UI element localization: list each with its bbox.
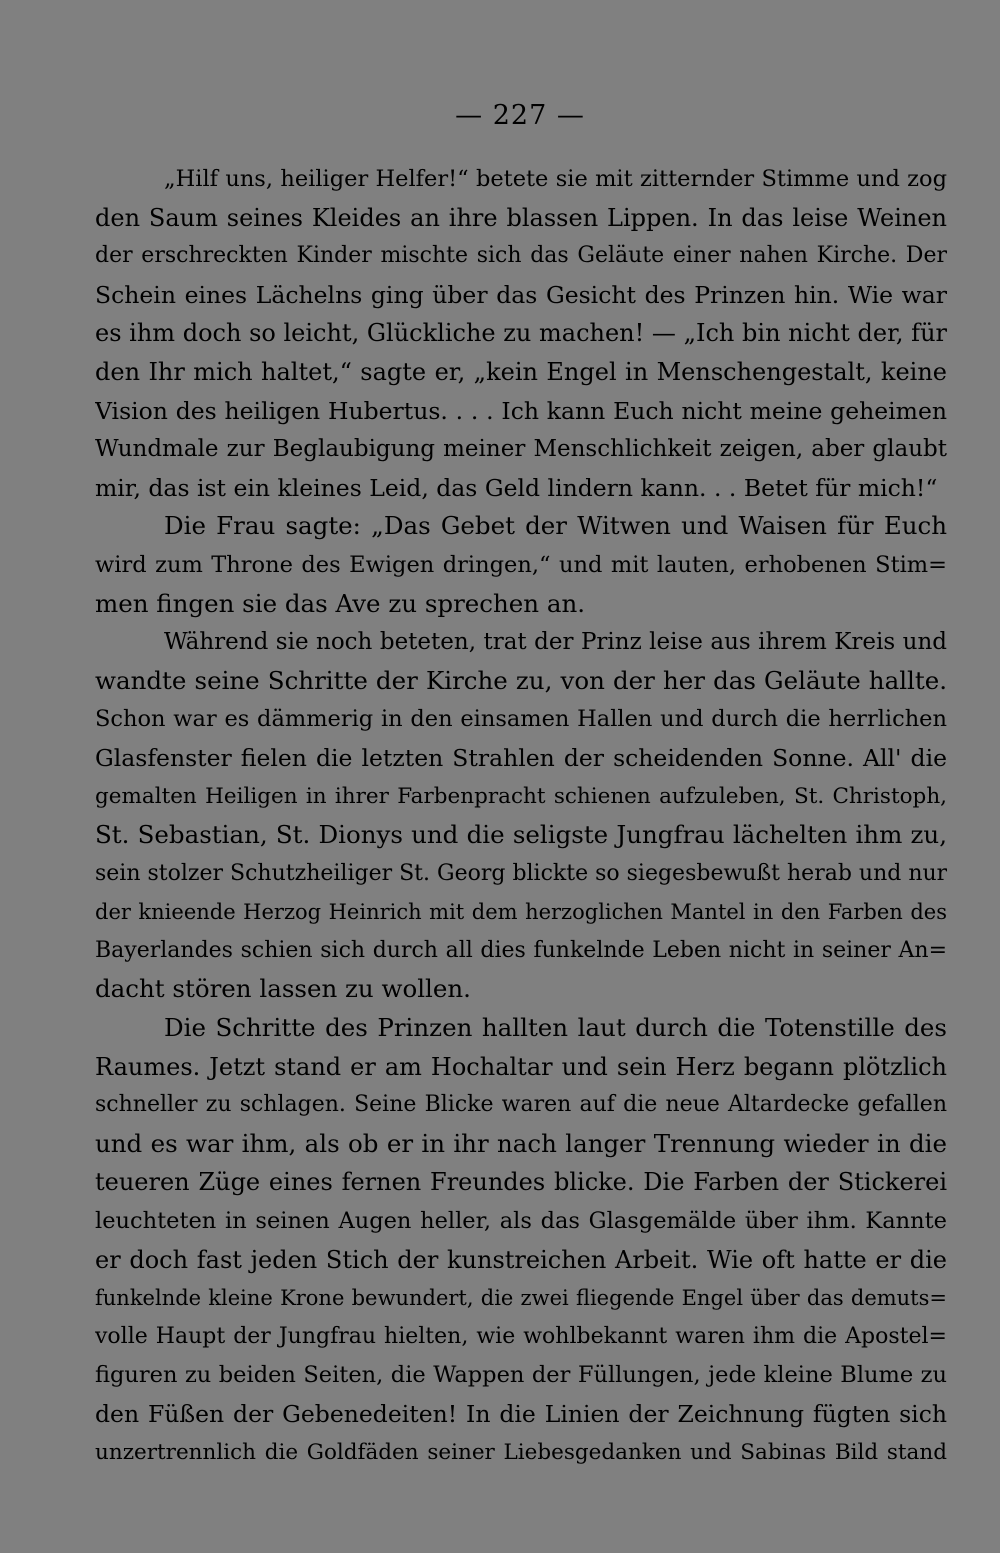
- text-line: es ihm doch so leicht, Glückliche zu machen! — „Ich bin nicht der, für: [95, 319, 947, 348]
- text-line: leuchteten in seinen Augen heller, als das Glasgemälde über ihm. Kannte: [95, 1208, 947, 1235]
- text-line: men fingen sie das Ave zu sprechen an.: [95, 588, 586, 618]
- text-line: unzertrennlich die Goldfäden seiner Liebesgedanken und Sabinas Bild stand: [95, 1439, 947, 1465]
- page-number: — 227 —: [455, 100, 585, 131]
- text-line: wird zum Throne des Ewigen dringen,“ und mit lauten, erhobenen Stim=: [95, 551, 947, 578]
- text-line: und es war ihm, als ob er in ihr nach langer Trennung wieder in die: [95, 1128, 947, 1158]
- text-line: den Ihr mich haltet,“ sagte er, „kein Engel in Menschengestalt, keine: [95, 357, 947, 386]
- text-line: er doch fast jeden Stich der kunstreichen Arbeit. Wie oft hatte er die: [95, 1245, 947, 1274]
- text-line: sein stolzer Schutzheiliger St. Georg blickte so siegesbewußt herab und nur: [95, 860, 947, 886]
- text-line: Vision des heiligen Hubertus. . . . Ich kann Euch nicht meine geheimen: [95, 396, 947, 425]
- body-text: [95, 160, 947, 1472]
- text-line: figuren zu beiden Seiten, die Wappen der Füllungen, jede kleine Blume zu: [95, 1362, 947, 1389]
- text-line: Wundmale zur Beglaubigung meiner Menschlichkeit zeigen, aber glaubt: [95, 436, 947, 463]
- text-line: Schein eines Lächelns ging über das Gesicht des Prinzen hin. Wie war: [95, 280, 947, 309]
- text-line: Während sie noch beteten, trat der Prinz leise aus ihrem Kreis und: [164, 629, 947, 656]
- text-line: Die Frau sagte: „Das Gebet der Witwen und Waisen für Euch: [164, 511, 947, 541]
- text-line: „Hilf uns, heiliger Helfer!“ betete sie mit zitternder Stimme und zog: [164, 166, 947, 192]
- text-line: den Saum seines Kleides an ihre blassen Lippen. In das leise Weinen: [95, 203, 947, 232]
- text-line: teueren Züge eines fernen Freundes blicke. Die Farben der Stickerei: [95, 1168, 947, 1197]
- text-line: den Füßen der Gebenedeiten! In die Linien der Zeichnung fügten sich: [95, 1400, 947, 1428]
- text-line: funkelnde kleine Krone bewundert, die zwei fliegende Engel über das demuts=: [95, 1286, 947, 1311]
- text-line: Glasfenster fielen die letzten Strahlen der scheidenden Sonne. All' die: [95, 743, 947, 772]
- text-line: schneller zu schlagen. Seine Blicke waren auf die neue Altardecke gefallen: [95, 1092, 947, 1118]
- text-line: mir, das ist ein kleines Leid, das Geld lindern kann. . . Betet für mich!“: [95, 473, 938, 502]
- text-line: Die Schritte des Prinzen hallten laut durch die Totenstille des: [164, 1013, 947, 1043]
- text-line: Bayerlandes schien sich durch all dies funkelnde Leben nicht in seiner An=: [95, 937, 947, 963]
- text-line: volle Haupt der Jungfrau hielten, wie wohlbekannt waren ihm die Apostel=: [95, 1323, 947, 1349]
- text-line: gemalten Heiligen in ihrer Farbenpracht schienen aufzuleben, St. Christoph,: [95, 783, 947, 809]
- text-line: wandte seine Schritte der Kirche zu, von der her das Geläute hallte.: [95, 665, 947, 695]
- text-line: der erschreckten Kinder mischte sich das Geläute einer nahen Kirche. Der: [95, 243, 947, 269]
- text-line: der knieende Herzog Heinrich mit dem herzoglichen Mantel in den Farben des: [95, 900, 947, 925]
- text-line: dacht stören lassen zu wollen.: [95, 974, 471, 1004]
- text-line: Schon war es dämmerig in den einsamen Hallen und durch die herrlichen: [95, 706, 947, 733]
- text-line: Raumes. Jetzt stand er am Hochaltar und sein Herz begann plötzlich: [95, 1052, 947, 1081]
- text-line: St. Sebastian, St. Dionys und die seligste Jungfrau lächelten ihm zu,: [95, 820, 947, 850]
